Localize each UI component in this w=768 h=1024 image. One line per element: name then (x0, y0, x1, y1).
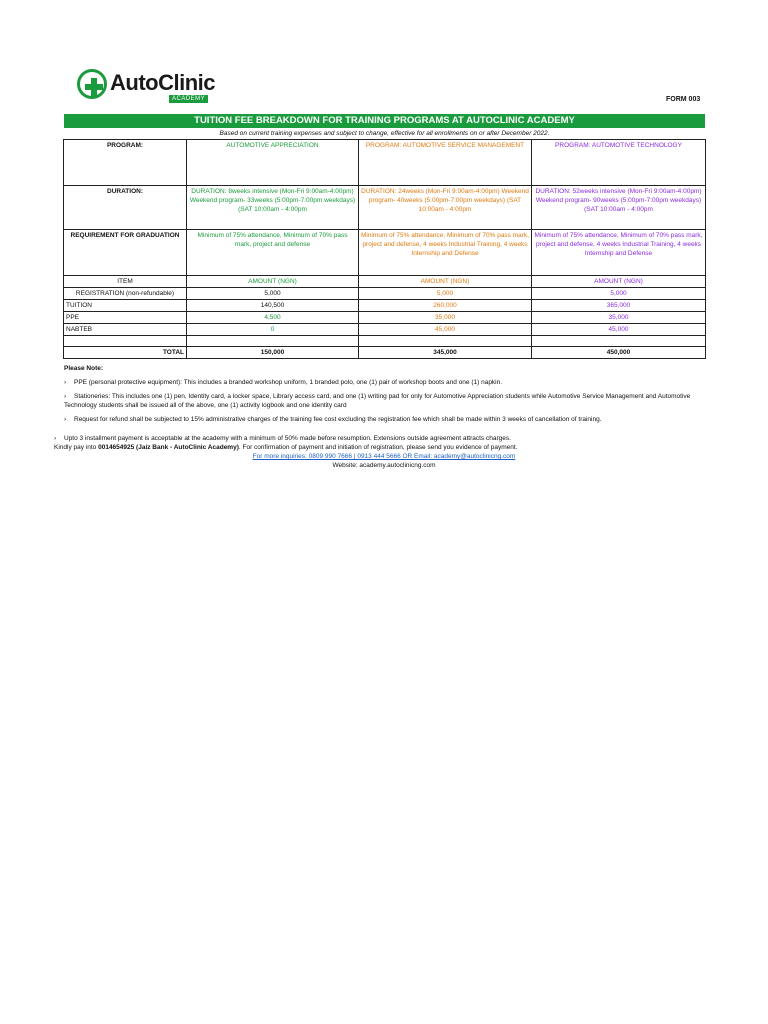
program-row (64, 140, 706, 186)
note-item (64, 378, 709, 387)
duration-row (64, 186, 706, 230)
fee-table (63, 139, 706, 359)
row-value-service-management: 260,000 (359, 300, 532, 312)
row-value-technology: 45,000 (532, 324, 706, 336)
chevron-right-icon: › (54, 435, 57, 442)
row-value-service-management: 5,000 (359, 288, 532, 300)
amount-label-appreciation: AMOUNT (NGN) (187, 276, 359, 288)
duration-technology: DURATION: 52weeks intensive (Mon-Fri 9:00am-4:00pm) Weekend program- 90weeks (5:00pm-7:00pm weekdays) (SAT 10:00am - 4:00pm (532, 186, 706, 230)
duration-service-management: DURATION: 24weeks (Mon-Fri 9:00am-4:00pm) Weekend program- 40weeks (5:00pm-7:00pm weekdays) (SAT 10:00am - 4:00pm (359, 186, 532, 230)
autoclinic-logo (77, 68, 215, 106)
program-technology: PROGRAM: AUTOMOTIVE TECHNOLOGY (532, 140, 706, 186)
row-value-technology: 5,000 (532, 288, 706, 300)
row-value-appreciation: 0 (187, 324, 359, 336)
program-appreciation: AUTOMOTIVE APPRECIATION (187, 140, 359, 186)
duration-appreciation: DURATION: 8weeks intensive (Mon-Fri 9:00am-4:00pm) Weekend program- 33weeks (5:00pm-7:00pm weekdays) (SAT 10:00am - 4:00pm (187, 186, 359, 230)
inquiries-link[interactable]: For more inquiries: 0809 990 7666 | 0913 444 5666 OR Email: academy@autoclinicng.com (252, 453, 516, 460)
row-value-appreciation: 4,500 (187, 312, 359, 324)
program-service-management: PROGRAM: AUTOMOTIVE SERVICE MANAGEMENT (359, 140, 532, 186)
requirement-appreciation: Minimum of 75% attendance, Minimum of 70% pass mark, project and defense (187, 230, 359, 276)
notes-title: Please Note: (64, 365, 104, 372)
table-row (64, 324, 706, 336)
installment-note (54, 434, 714, 443)
row-item: REGISTRATION (non-refundable) (64, 288, 187, 300)
program-label: PROGRAM: (64, 140, 187, 186)
row-value-service-management: 35,000 (359, 312, 532, 324)
website-line: Website: academy.autoclinicng.com (332, 462, 436, 469)
payment-instructions (54, 443, 714, 452)
chevron-right-icon: › (64, 379, 67, 386)
footer-section (54, 434, 714, 470)
pay-suffix: . For confirmation of payment and initiation of registration, please send you evidence of payment. (238, 444, 518, 451)
table-row (64, 300, 706, 312)
table-row (64, 312, 706, 324)
row-value-appreciation: 5,000 (187, 288, 359, 300)
amount-label-technology: AMOUNT (NGN) (532, 276, 706, 288)
total-service-management: 345,000 (359, 347, 532, 359)
note-text: PPE (personal protective equipment): This includes a branded workshop uniform, 1 branded polo, one (1) pair of workshop boots and one (1) napkin. (74, 379, 503, 386)
brand-sub: ACADEMY (169, 95, 208, 103)
pay-prefix: Kindly pay into (54, 444, 99, 451)
total-appreciation: 150,000 (187, 347, 359, 359)
requirement-service-management: Minimum of 75% attendance, Minimum of 70% pass mark, project and defense, 4 weeks Industrial Training, 4 weeks Internship and Defense (359, 230, 532, 276)
chevron-right-icon: › (64, 393, 67, 400)
requirement-label: REQUIREMENT FOR GRADUATION (64, 230, 187, 276)
row-item: NABTEB (64, 324, 187, 336)
note-item (64, 392, 709, 410)
note-text: Stationeries: This includes one (1) pen, Identity card, a locker space, Library access card, and one (1) writing pad for only for Automotive Appreciation students while Automotive Service Management and Automotive Technology students shall be issued all of the above, one (1) activity logbook and one identity card (64, 393, 691, 409)
row-item: PPE (64, 312, 187, 324)
page-title: TUITION FEE BREAKDOWN FOR TRAINING PROGRAMS AT AUTOCLINIC ACADEMY (64, 114, 705, 128)
total-label: TOTAL (64, 347, 187, 359)
page-subtitle: Based on current training expenses and subject to change, effective for all enrollments on or after December 2022. (219, 130, 550, 137)
form-number: FORM 003 (666, 96, 701, 103)
notes-section (64, 364, 709, 424)
note-text: Request for refund shall be subjected to 15% administrative charges of the training fee cost excluding the registration fee which shall be made within 3 weeks of cancellation of training. (74, 416, 602, 423)
amount-label-service-management: AMOUNT (NGN) (359, 276, 532, 288)
chevron-right-icon: › (64, 416, 67, 423)
inquiries-line (54, 452, 714, 461)
duration-label: DURATION: (64, 186, 187, 230)
row-item: TUITION (64, 300, 187, 312)
pay-account: 0014654925 (Jaiz Bank - AutoClinic Academy) (98, 444, 239, 451)
plus-cross-icon (77, 69, 107, 99)
note-item (64, 415, 709, 424)
row-value-service-management: 45,000 (359, 324, 532, 336)
requirement-row (64, 230, 706, 276)
installment-text: Upto 3 installment payment is acceptable at the academy with a minimum of 50% made before resumption. Extensions outside agreement attracts charges. (64, 435, 511, 442)
item-label: ITEM (64, 276, 187, 288)
total-row (64, 347, 706, 359)
row-value-appreciation: 140,500 (187, 300, 359, 312)
row-value-technology: 35,000 (532, 312, 706, 324)
empty-row (64, 336, 706, 347)
table-row (64, 288, 706, 300)
row-value-technology: 365,000 (532, 300, 706, 312)
total-technology: 450,000 (532, 347, 706, 359)
brand-name: AutoClinic (110, 70, 215, 95)
requirement-technology: Minimum of 75% attendance, Minimum of 70% pass mark, project and defense, 4 weeks Industrial Training, 4 weeks Internship and Defense (532, 230, 706, 276)
item-header-row (64, 276, 706, 288)
